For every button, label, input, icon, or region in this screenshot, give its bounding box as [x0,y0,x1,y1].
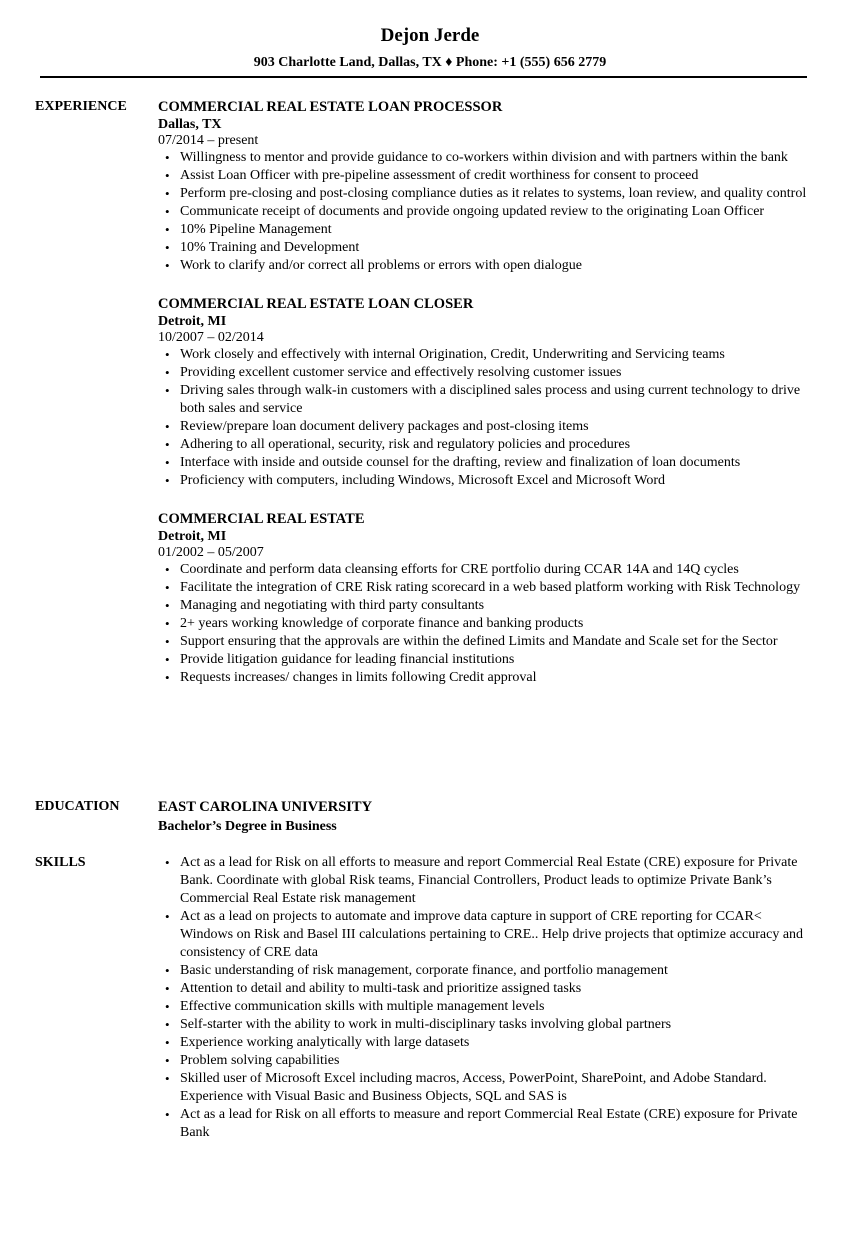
contact-line: 903 Charlotte Land, Dallas, TX ♦ Phone: +1 (555) 656 2779 [253,55,607,70]
bullet-icon: • [165,616,170,631]
bullet-icon: • [165,598,170,613]
job-entry [158,510,808,687]
list-item [158,1070,808,1106]
list-item-text: Willingness to mentor and provide guidance to co-workers within division and with partners within the bank [180,150,788,165]
job-location: Dallas, TX [158,117,222,132]
bullet-icon: • [165,999,170,1014]
list-item-text: Act as a lead on projects to automate and improve data capture in support of CRE reporting for CCAR< Windows on Risk and Basel III calculations pertaining to CRE.. Help drive projects that optimize accuracy and consistency of CRE data [180,909,804,960]
list-item [158,669,808,687]
list-item-text: Basic understanding of risk management, corporate finance, and portfolio management [180,963,668,978]
list-item-text: Providing excellent customer service and effectively resolving customer issues [180,365,622,380]
list-item [158,1106,808,1142]
job-duties [158,149,808,275]
bullet-icon: • [165,258,170,273]
job-dates: 10/2007 – 02/2014 [158,330,264,345]
list-item-text: Experience working analytically with large datasets [180,1035,470,1050]
bullet-icon: • [165,1017,170,1032]
list-item-text: Problem solving capabilities [180,1053,340,1068]
job-location: Detroit, MI [158,529,227,544]
list-item [158,615,808,633]
list-item-text: Managing and negotiating with third party consultants [180,598,485,613]
list-item [158,908,808,962]
bullet-icon: • [165,419,170,434]
job-entry [158,295,808,490]
list-item-text: Coordinate and perform data cleansing efforts for CRE portfolio during CCAR 14A and 14Q cycles [180,562,739,577]
list-item [158,454,808,472]
list-item-text: Provide litigation guidance for leading financial institutions [180,652,515,667]
list-item [158,1034,808,1052]
list-item-text: Perform pre-closing and post-closing compliance duties as it relates to systems, loan review, and quality control [180,186,807,201]
list-item-text: Review/prepare loan document delivery packages and post-closing items [180,419,589,434]
list-item [158,1052,808,1070]
list-item-text: Communicate receipt of documents and provide ongoing updated review to the originating Loan Officer [180,204,765,219]
bullet-icon: • [165,1053,170,1068]
skills-body [158,854,808,1142]
list-item [158,561,808,579]
list-item [158,418,808,436]
list-item-text: Attention to detail and ability to multi-task and prioritize assigned tasks [180,981,582,996]
bullet-icon: • [165,634,170,649]
resume-header [0,24,860,72]
list-item-text: Self-starter with the ability to work in multi-disciplinary tasks involving global partners [180,1017,672,1032]
list-item-text: Work to clarify and/or correct all problems or errors with open dialogue [180,258,583,273]
list-item-text: Assist Loan Officer with pre-pipeline assessment of credit worthiness for consent to proceed [180,168,699,183]
bullet-icon: • [165,1035,170,1050]
list-item [158,633,808,651]
bullet-icon: • [165,473,170,488]
list-item [158,962,808,980]
list-item [158,382,808,418]
experience-heading: EXPERIENCE [35,99,127,114]
list-item-text: Support ensuring that the approvals are within the defined Limits and Mandate and Scale set for the Sector [180,634,778,649]
list-item [158,203,808,221]
education-heading: EDUCATION [35,799,120,814]
list-item-text: 10% Pipeline Management [180,222,332,237]
list-item [158,651,808,669]
list-item-text: Proficiency with computers, including Windows, Microsoft Excel and Microsoft Word [180,473,665,488]
skills-heading: SKILLS [35,855,86,870]
list-item [158,346,808,364]
experience-list [158,98,808,707]
bullet-icon: • [165,562,170,577]
list-item-text: Skilled user of Microsoft Excel including macros, Access, PowerPoint, SharePoint, and Adobe Standard. Experience with Visual Basic and Business Objects, SQL and SAS is [180,1071,767,1104]
candidate-name: Dejon Jerde [380,25,480,46]
list-item [158,1016,808,1034]
list-item [158,980,808,998]
job-title: COMMERCIAL REAL ESTATE LOAN CLOSER [158,296,474,312]
job-title: COMMERCIAL REAL ESTATE LOAN PROCESSOR [158,99,503,115]
bullet-icon: • [165,855,170,870]
list-item-text: 10% Training and Development [180,240,360,255]
list-item [158,257,808,275]
bullet-icon: • [165,204,170,219]
bullet-icon: • [165,186,170,201]
list-item-text: Work closely and effectively with internal Origination, Credit, Underwriting and Servicing teams [180,347,725,362]
list-item [158,472,808,490]
header-divider [40,76,807,78]
bullet-icon: • [165,670,170,685]
list-item-text: Requests increases/ changes in limits following Credit approval [180,670,537,685]
list-item-text: Act as a lead for Risk on all efforts to measure and report Commercial Real Estate (CRE) exposure for Private Bank. Coordinate with global Risk teams, Financial Controllers, Product leads to optimize Private Bank’s Commercial Real Estate risk management [180,855,798,906]
bullet-icon: • [165,240,170,255]
list-item [158,364,808,382]
list-item-text: Adhering to all operational, security, risk and regulatory policies and procedures [180,437,631,452]
bullet-icon: • [165,347,170,362]
bullet-icon: • [165,1107,170,1122]
bullet-icon: • [165,963,170,978]
bullet-icon: • [165,909,170,924]
education-entry [158,798,808,835]
list-item [158,221,808,239]
list-item [158,854,808,908]
list-item [158,436,808,454]
job-title: COMMERCIAL REAL ESTATE [158,511,365,527]
bullet-icon: • [165,455,170,470]
list-item [158,597,808,615]
list-item-text: Driving sales through walk-in customers with a disciplined sales process and using current technology to drive both sales and service [180,383,801,416]
list-item [158,185,808,203]
list-item [158,579,808,597]
bullet-icon: • [165,222,170,237]
bullet-icon: • [165,168,170,183]
list-item-text: Effective communication skills with multiple management levels [180,999,545,1014]
bullet-icon: • [165,437,170,452]
job-dates: 07/2014 – present [158,133,259,148]
list-item-text: Facilitate the integration of CRE Risk rating scorecard in a web based platform working with Risk Technology [180,580,801,595]
bullet-icon: • [165,1071,170,1086]
job-entry [158,98,808,275]
list-item [158,167,808,185]
list-item [158,998,808,1016]
bullet-icon: • [165,580,170,595]
bullet-icon: • [165,150,170,165]
list-item-text: Act as a lead for Risk on all efforts to measure and report Commercial Real Estate (CRE) exposure for Private Bank [180,1107,798,1140]
skills-list [158,854,808,1142]
list-item [158,149,808,167]
job-duties [158,346,808,490]
job-location: Detroit, MI [158,314,227,329]
list-item-text: Interface with inside and outside counsel for the drafting, review and finalization of loan documents [180,455,741,470]
bullet-icon: • [165,652,170,667]
bullet-icon: • [165,383,170,398]
bullet-icon: • [165,981,170,996]
bullet-icon: • [165,365,170,380]
school-name: EAST CAROLINA UNIVERSITY [158,799,373,815]
list-item [158,239,808,257]
job-duties [158,561,808,687]
job-dates: 01/2002 – 05/2007 [158,545,264,560]
degree: Bachelor’s Degree in Business [158,819,337,834]
list-item-text: 2+ years working knowledge of corporate finance and banking products [180,616,584,631]
